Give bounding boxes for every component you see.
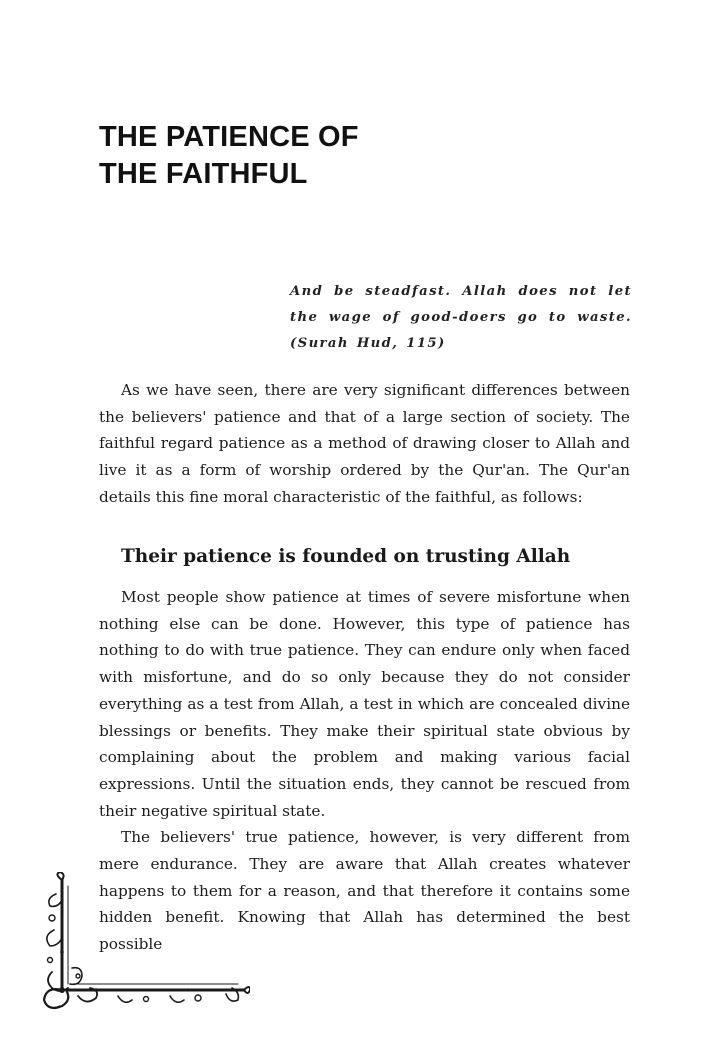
chapter-title-line-1: THE PATIENCE OF bbox=[99, 121, 359, 153]
intro-section bbox=[99, 377, 630, 511]
chapter-title-line-2: THE FAITHFUL bbox=[99, 158, 308, 190]
chapter-title bbox=[99, 119, 639, 193]
section-paragraph-1: Most people show patience at times of severe misfortune when nothing else can be done. However, this type of patience has nothing to do with true patience. They can endure only when faced with misfortune, and do so only because they do not consider everything as a test from Allah, a test in which are concealed divine blessings or benefits. They make their spiritual state obvious by complaining about the problem and making various facial expressions. Until the situation ends, they cannot be rescued from their negative spiritual state. bbox=[99, 588, 630, 820]
section-paragraph-2: The believers' true patience, however, is very different from mere endurance. They are aware that Allah creates whatever happens to them for a reason, and that therefore it contains some hidden benefit. Knowing that Allah has determined the best possible bbox=[99, 828, 630, 954]
epigraph-quote: And be steadfast. Allah does not let the wage of good-doers go to waste. (Surah Hud, 115) bbox=[290, 284, 632, 351]
section-heading: Their patience is founded on trusting Allah bbox=[121, 546, 571, 567]
corner-flourish-icon bbox=[38, 872, 250, 1012]
intro-paragraph: As we have seen, there are very significant differences between the believers' patience and that of a large section of society. The faithful regard patience as a method of drawing closer to Allah and live it as a form of worship ordered by the Qur'an. The Qur'an details this fine moral characteristic of the faithful, as follows: bbox=[99, 381, 630, 506]
